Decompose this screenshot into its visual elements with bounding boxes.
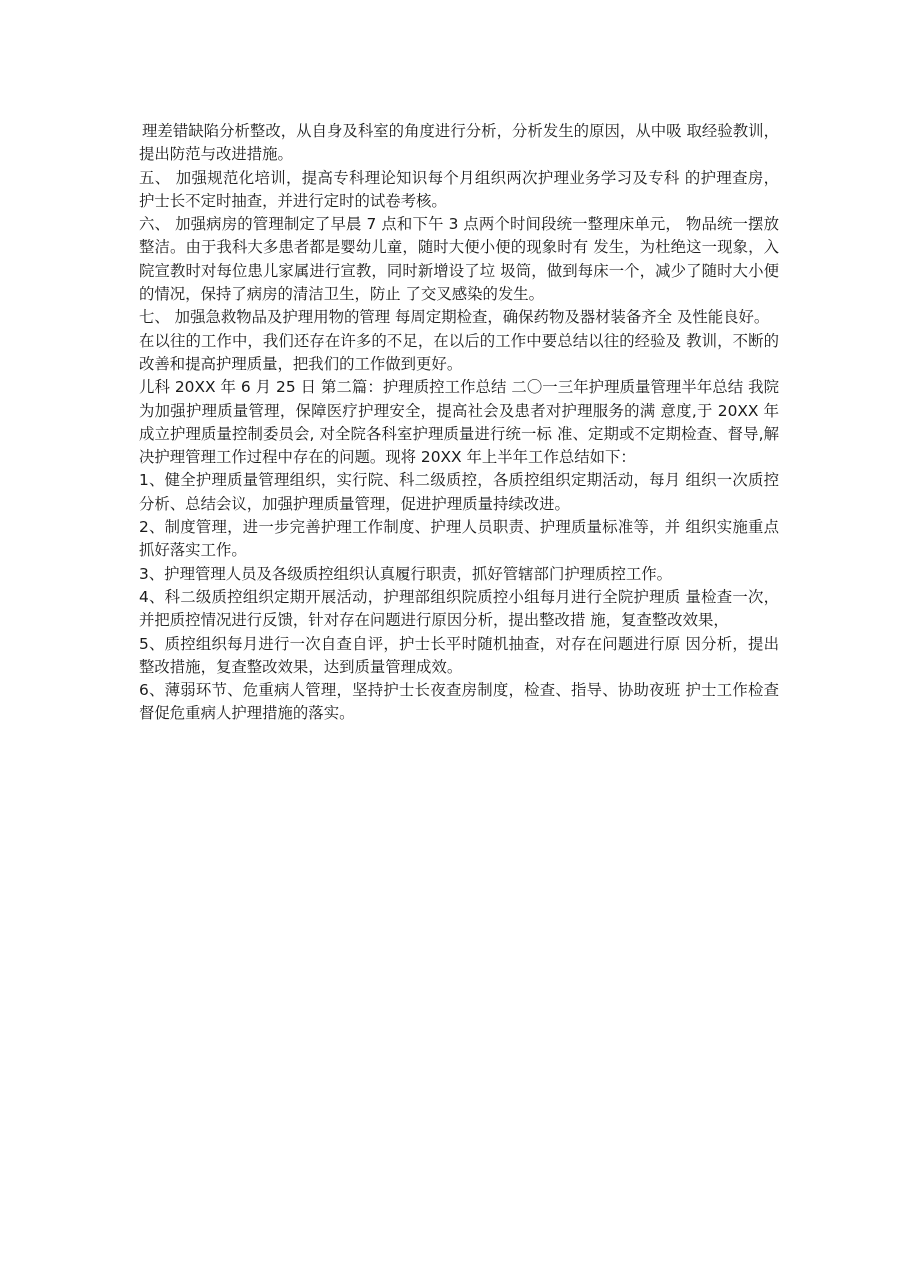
- paragraph-item-4: 4、科二级质控组织定期开展活动，护理部组织院质控小组每月进行全院护理质 量检查一次，并把质控情况进行反馈，针对存在问题进行原因分析，提出整改措 施，复查整改效果，: [139, 587, 779, 630]
- paragraph-item-6: 6、薄弱环节、危重病人管理，坚持护士长夜查房制度，检查、指导、协助夜班 护士工作检查督促危重病人护理措施的落实。: [139, 681, 779, 723]
- paragraph-item-2: 2、制度管理，进一步完善护理工作制度、护理人员职责、护理质量标准等，并 组织实施重点抓好落实工作。: [139, 518, 779, 560]
- paragraph-conclusion: 在以往的工作中，我们还存在许多的不足，在以后的工作中要总结以往的经验及 教训，不断的改善和提高护理质量，把我们的工作做到更好。: [139, 331, 779, 373]
- paragraph-item-3: 3、护理管理人员及各级质控组织认真履行职责，抓好管辖部门护理质控工作。: [139, 564, 673, 583]
- paragraph-item-5: 5、质控组织每月进行一次自查自评，护士长平时随机抽查，对存在问题进行原 因分析，提出整改措施，复查整改效果，达到质量管理成效。: [139, 634, 779, 676]
- paragraph-second-article-intro: 儿科 20XX 年 6 月 25 日 第二篇：护理质控工作总结 二〇一三年护理质量管理半年总结 我院为加强护理质量管理，保障医疗护理安全，提高社会及患者对护理服务的满 意度,于 20XX 年成立护理质量控制委员会, 对全院各科室护理质量进行统一标 准、定期或不定期检查、督导,解决护理管理工作过程中存在的问题。现将 20XX 年上半年工作总结如下：: [139, 378, 779, 467]
- paragraph-section-seven: 七、 加强急救物品及护理用物的管理 每周定期检查，确保药物及器材装备齐全 及性能良好。: [139, 308, 770, 327]
- paragraph-section-five: 五、 加强规范化培训，提高专科理论知识每个月组织两次护理业务学习及专科 的护理查房，护士长不定时抽查，并进行定时的试卷考核。: [139, 168, 779, 210]
- paragraph-section-six: 六、 加强病房的管理制定了早晨 7 点和下午 3 点两个时间段统一整理床单元， 物品统一摆放整洁。由于我科大多患者都是婴幼儿童，随时大便小便的现象时有 发生，为杜绝这一现象，入院宣教时对每位患儿家属进行宣教，同时新增设了垃 圾筒，做到每床一个，减少了随时大小便的情况，保持了病房的清洁卫生，防止 了交叉感染的发生。: [139, 215, 779, 304]
- paragraph-error-analysis: 理差错缺陷分析整改，从自身及科室的角度进行分析，分析发生的原因，从中吸 取经验教训，提出防范与改进措施。: [139, 122, 779, 164]
- paragraph-item-1: 1、健全护理质量管理组织，实行院、科二级质控，各质控组织定期活动，每月 组织一次质控分析、总结会议，加强护理质量管理，促进护理质量持续改进。: [139, 471, 779, 513]
- document-body: [139, 120, 779, 726]
